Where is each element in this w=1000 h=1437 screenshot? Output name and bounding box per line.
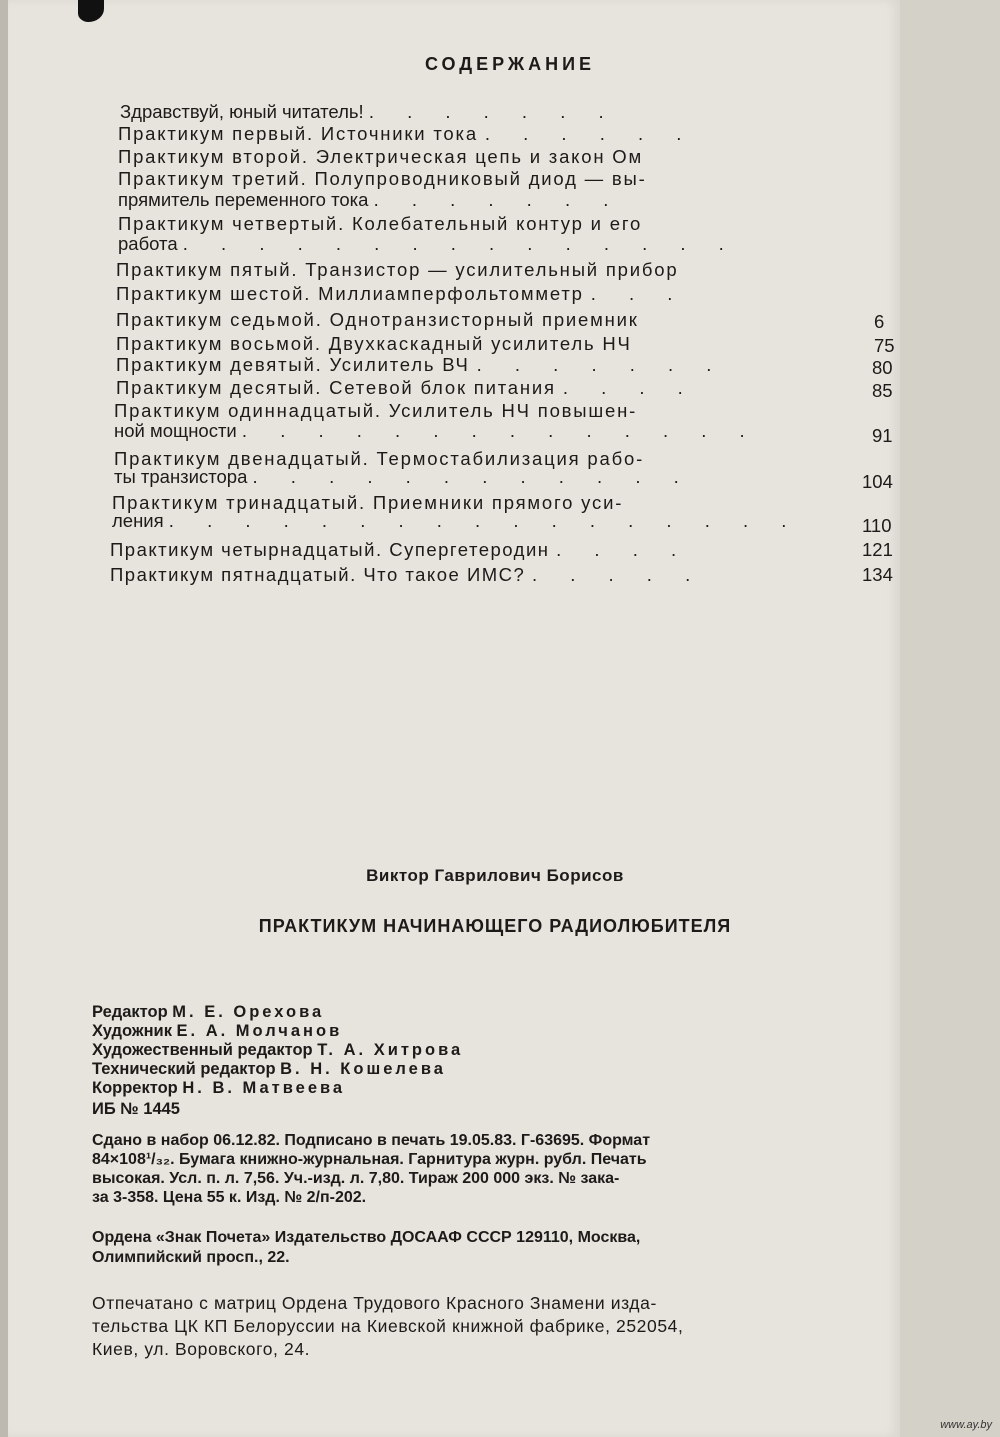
toc-entry-text: ления: [112, 510, 164, 531]
table-of-contents: [0, 0, 900, 600]
credit-name: В. Н. Кошелева: [280, 1060, 446, 1078]
toc-entry: [116, 260, 678, 280]
toc-entry: [118, 190, 622, 210]
toc-entry: [118, 214, 642, 234]
toc-leader-dots: . . . . . . .: [373, 189, 623, 210]
toc-entry-text: Практикум восьмой. Двухкаскадный усилитель НЧ: [116, 333, 632, 354]
toc-entry-text: Практикум одиннадцатый. Усилитель НЧ повышен-: [114, 400, 638, 421]
toc-title: СОДЕРЖАНИЕ: [424, 54, 596, 74]
toc-leader-dots: . . . . . . .: [476, 354, 726, 375]
toc-leader-dots: . . . . . . . . . . . . . .: [241, 420, 759, 441]
credit-name: М. Е. Орехова: [172, 1003, 325, 1021]
toc-entry-text: Практикум девятый. Усилитель ВЧ: [116, 354, 470, 375]
toc-page-number: 110: [862, 515, 892, 536]
toc-entry-text: Практикум седьмой. Однотранзисторный приемник: [116, 309, 639, 330]
imprint-line: за 3-358. Цена 55 к. Изд. № 2/п-202.: [92, 1189, 367, 1206]
credit-line: [92, 1079, 463, 1098]
toc-entry: [116, 378, 697, 398]
toc-entry: [118, 234, 738, 254]
toc-leader-dots: . . . . . . .: [368, 101, 618, 122]
toc-leader-dots: . . .: [590, 283, 687, 304]
toc-leader-dots: . . . . .: [531, 564, 705, 585]
adjacent-page-edge: [900, 0, 1000, 1437]
toc-leader-dots: . . . .: [562, 377, 697, 398]
publisher-line: Ордена «Знак Почета» Издательство ДОСААФ СССР 129110, Москва,: [92, 1229, 641, 1246]
toc-entry: [120, 102, 618, 122]
toc-page-number: 6: [874, 311, 885, 332]
watermark: www.ay.by: [940, 1419, 992, 1431]
printing-house-block: [92, 1292, 902, 1361]
printing-line: Киев, ул. Воровского, 24.: [92, 1339, 311, 1359]
toc-entry-text: Практикум четвертый. Колебательный контур и его: [118, 213, 643, 234]
toc-entry: [114, 421, 759, 441]
toc-page-number: 75: [874, 335, 895, 356]
credit-role: Корректор: [92, 1079, 183, 1097]
toc-entry-text: Здравствуй, юный читатель!: [120, 101, 364, 122]
toc-page-number: 91: [872, 425, 893, 446]
credit-line: [92, 1022, 463, 1041]
toc-entry-text: Практикум третий. Полупроводниковый диод — вы-: [118, 168, 647, 189]
toc-leader-dots: . . . . . .: [484, 123, 696, 144]
toc-leader-dots: . . . . . . . . . . . . . . .: [182, 233, 738, 254]
credit-role: Художественный редактор: [92, 1041, 318, 1059]
toc-entry: [116, 334, 632, 354]
toc-entry: [116, 310, 639, 330]
toc-page-number: 104: [862, 471, 893, 492]
toc-entry-text: Практикум первый. Источники тока: [118, 123, 478, 144]
book-title: ПРАКТИКУМ НАЧИНАЮЩЕГО РАДИОЛЮБИТЕЛЯ: [258, 916, 732, 936]
toc-entry-text: Практикум пятнадцатый. Что такое ИМС?: [110, 564, 526, 585]
toc-entry-text: Практикум пятый. Транзистор — усилительный прибор: [116, 259, 679, 280]
toc-entry: [110, 540, 690, 560]
toc-leader-dots: . . . . . . . . . . . . . . . . .: [168, 510, 801, 531]
printing-line: тельства ЦК КП Белоруссии на Киевской книжной фабрике, 252054,: [92, 1316, 684, 1336]
imprint-block: [92, 1131, 892, 1207]
toc-entry: [118, 169, 647, 189]
author-name: Виктор Гаврилович Борисов: [366, 866, 624, 885]
credit-line: [92, 1060, 463, 1079]
toc-page-number: 121: [862, 539, 893, 560]
toc-entry-text: ной мощности: [114, 420, 237, 441]
toc-page-number: 134: [862, 564, 893, 585]
toc-entry: [112, 511, 800, 531]
toc-entry: [116, 355, 725, 375]
credit-line: [92, 1003, 463, 1022]
credits-block: [92, 1003, 463, 1098]
publisher-block: [92, 1228, 892, 1268]
toc-entry: [110, 565, 704, 585]
toc-leader-dots: . . . .: [556, 539, 691, 560]
credit-name: Т. А. Хитрова: [317, 1041, 464, 1059]
imprint-line: 84×108¹/₃₂. Бумага книжно-журнальная. Гарнитура журн. рубл. Печать: [92, 1151, 647, 1168]
imprint-line: Сдано в набор 06.12.82. Подписано в печать 19.05.83. Г-63695. Формат: [92, 1132, 651, 1149]
toc-entry-text: Практикум тринадцатый. Приемники прямого уси-: [112, 492, 624, 513]
toc-entry-text: работа: [118, 233, 178, 254]
credit-role: Художник: [92, 1022, 177, 1040]
toc-entry-text: прямитель переменного тока: [118, 189, 369, 210]
toc-entry: [118, 124, 695, 144]
toc-entry-text: Практикум второй. Электрическая цепь и закон Ом: [118, 146, 644, 167]
toc-entry: [116, 284, 686, 304]
credit-name: Н. В. Матвеева: [182, 1079, 346, 1097]
toc-page-number: 85: [872, 380, 893, 401]
imprint-line: высокая. Усл. п. л. 7,56. Уч.-изд. л. 7,80. Тираж 200 000 экз. № зака-: [92, 1170, 620, 1187]
printing-line: Отпечатано с матриц Ордена Трудового Красного Знамени изда-: [92, 1293, 657, 1313]
toc-entry: [118, 147, 643, 167]
credit-name: Е. А. Молчанов: [176, 1022, 343, 1040]
toc-entry-text: Практикум четырнадцатый. Супергетеродин: [110, 539, 550, 560]
toc-entry: [114, 401, 637, 421]
ib-number: ИБ № 1445: [92, 1100, 180, 1118]
credit-role: Технический редактор: [92, 1060, 281, 1078]
toc-entry-text: Практикум шестой. Миллиамперфольтомметр: [116, 283, 584, 304]
publisher-line: Олимпийский просп., 22.: [92, 1249, 290, 1266]
toc-page-number: 80: [872, 357, 893, 378]
toc-entry-text: Практикум двенадцатый. Термостабилизация рабо-: [114, 448, 645, 469]
credit-line: [92, 1041, 463, 1060]
toc-leader-dots: . . . . . . . . . . . .: [252, 466, 693, 487]
toc-entry: [114, 467, 693, 487]
credit-role: Редактор: [92, 1003, 173, 1021]
toc-entry-text: Практикум десятый. Сетевой блок питания: [116, 377, 556, 398]
toc-entry-text: ты транзистора: [114, 466, 248, 487]
